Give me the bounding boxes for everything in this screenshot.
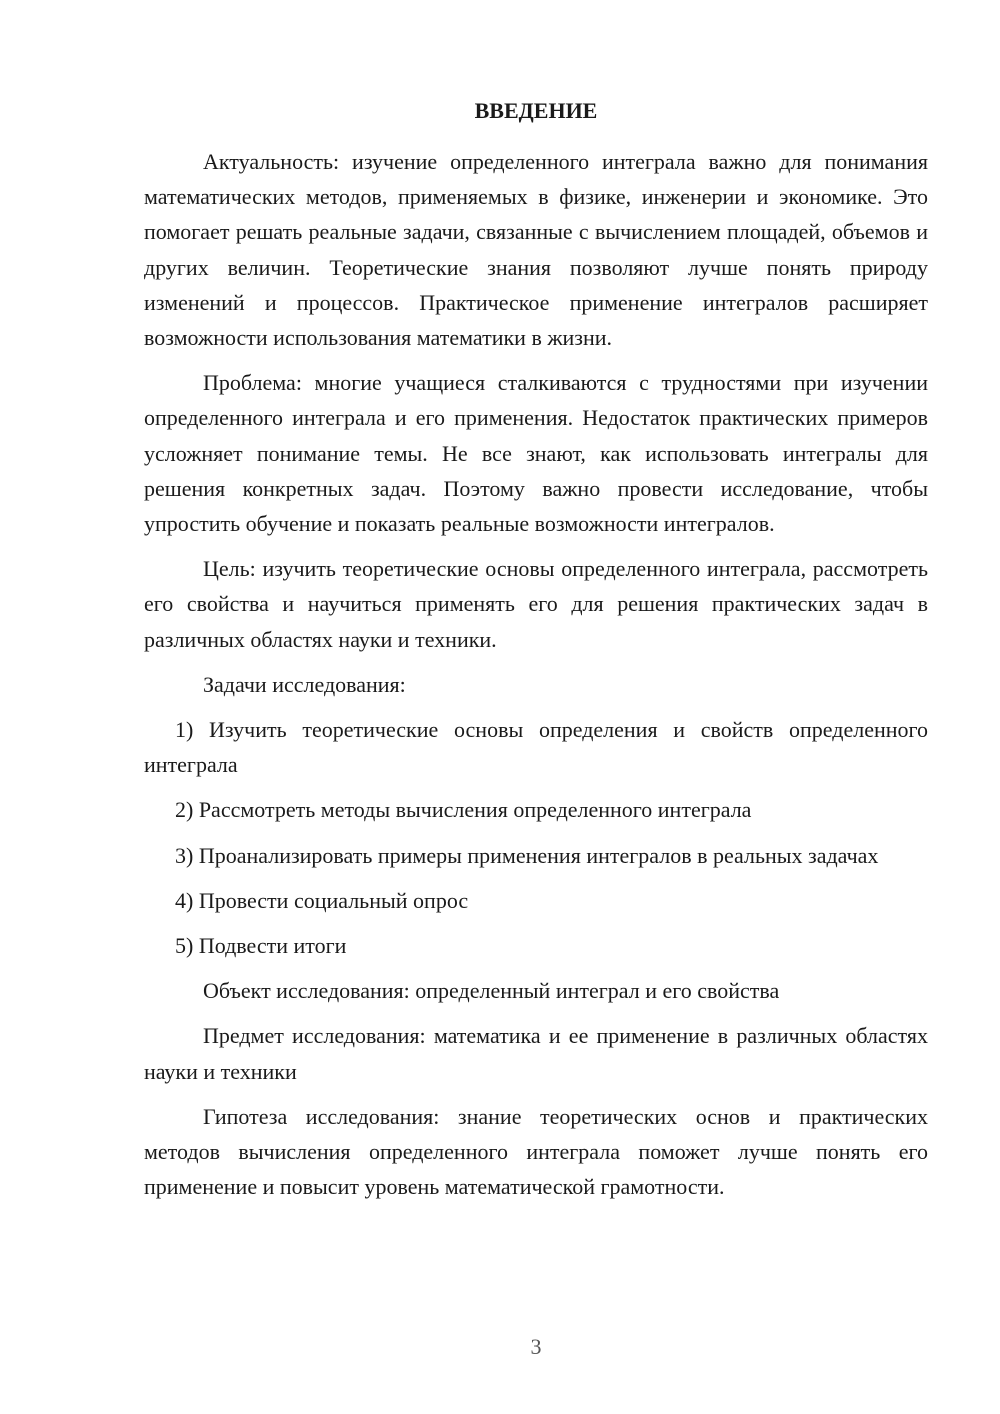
research-object-paragraph: Объект исследования: определенный интеграл и его свойства (203, 978, 780, 1004)
tasks-heading: Задачи исследования: (203, 671, 406, 697)
list-item: 4) Провести социальный опрос (175, 887, 469, 913)
list-item: 3) Проанализировать примеры применения интегралов в реальных задачах (175, 842, 879, 868)
list-item: 2) Рассмотреть методы вычисления определенного интеграла (175, 797, 752, 823)
page-number: 3 (530, 1334, 542, 1359)
hypothesis-paragraph: Гипотеза исследования: знание теоретических основ и практических методов вычисления определенного интеграла поможет лучше понять его применение и повысит уровень математической грамотности. (144, 1103, 928, 1200)
page-title: ВВЕДЕНИЕ (474, 98, 598, 123)
research-subject-paragraph: Предмет исследования: математика и ее применение в различных областях науки и техники (144, 1023, 928, 1084)
goal-paragraph: Цель: изучить теоретические основы определенного интеграла, рассмотреть его свойства и научиться применять его для решения практических задач в различных областях науки и техники. (144, 556, 928, 652)
problem-paragraph: Проблема: многие учащиеся сталкиваются с трудностями при изучении определенного интеграла и его применения. Недостаток практических примеров усложняет понимание темы. Не все знают, как использовать интегралы для решения конкретных задач. Поэтому важно провести исследование, чтобы упростить обучение и показать реальные возможности интегралов. (144, 370, 928, 537)
list-item: 5) Подвести итоги (175, 933, 347, 959)
relevance-paragraph: Актуальность: изучение определенного интеграла важно для понимания математических методов, применяемых в физике, инженерии и экономике. Это помогает решать реальные задачи, связанные с вычислением площадей, объемов и других величин. Теоретические знания позволяют лучше понять природу изменений и процессов. Практическое применение интегралов расширяет возможности использования математики в жизни. (144, 149, 928, 351)
page-body (144, 96, 928, 1214)
list-item: 1) Изучить теоретические основы определения и свойств определенного интеграла (144, 717, 928, 778)
tasks-list (144, 712, 928, 963)
